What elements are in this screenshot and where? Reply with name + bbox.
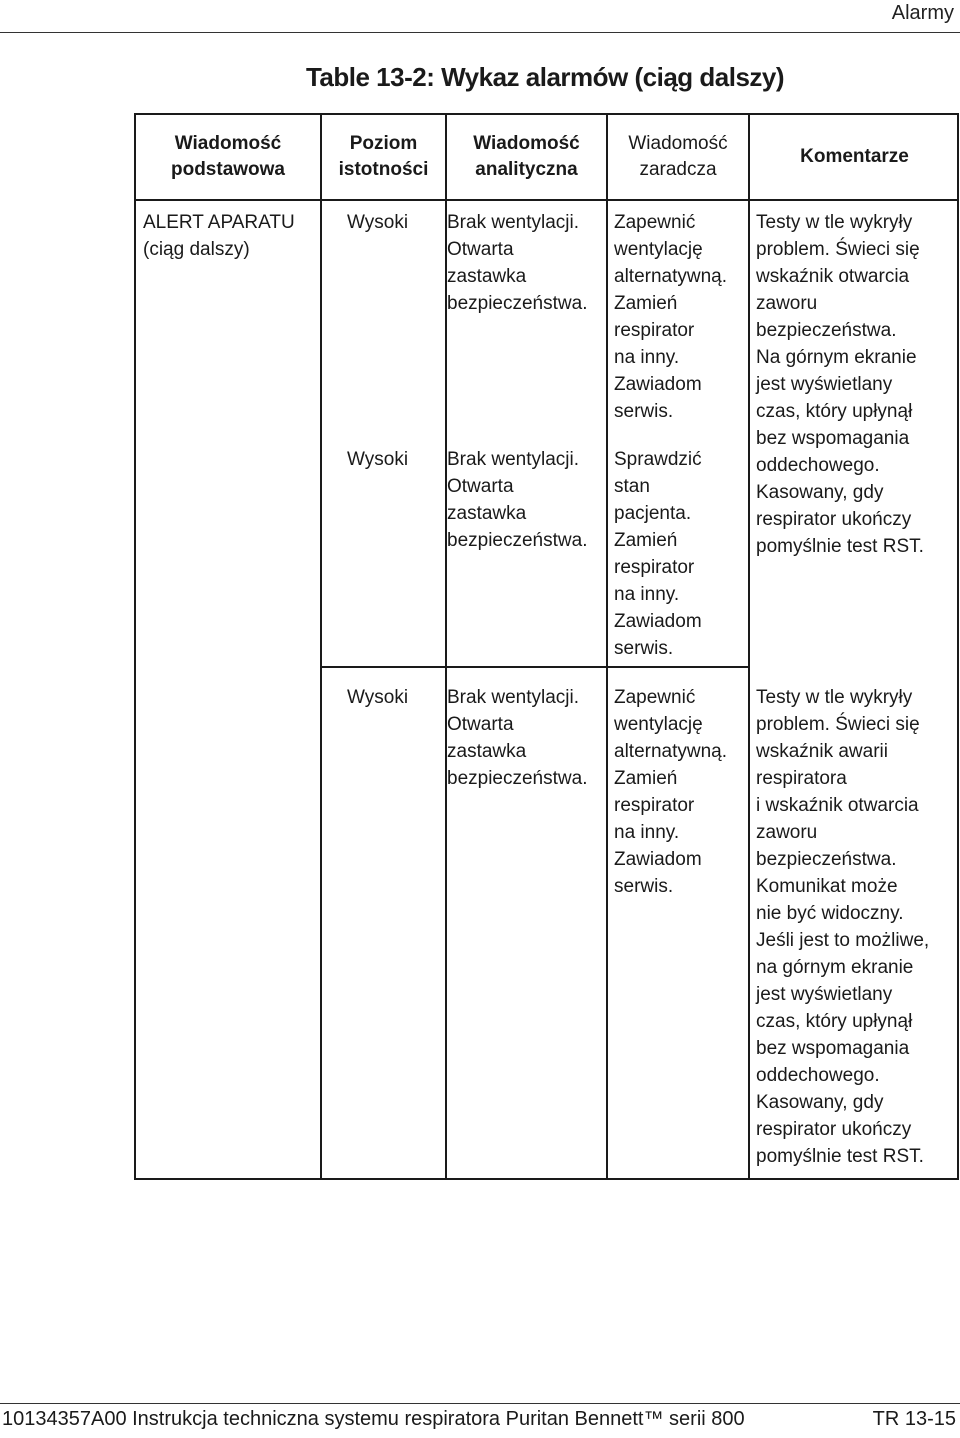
comment-line: na górnym ekranie xyxy=(756,957,914,978)
comment-line: Testy w tle wykryły xyxy=(756,212,913,233)
header-divider xyxy=(136,199,957,201)
comment-line: Komunikat może xyxy=(756,876,898,897)
remedy-cell xyxy=(614,209,727,425)
header-analysis-message xyxy=(447,115,606,199)
column-divider xyxy=(748,115,750,1178)
header-label-line: Komentarze xyxy=(800,146,909,167)
header-label-line: Wiadomość xyxy=(174,133,282,154)
row-divider xyxy=(322,666,750,668)
analysis-cell xyxy=(447,446,587,554)
comment-line: Kasowany, gdy xyxy=(756,482,884,503)
remedy-line: serwis. xyxy=(614,876,674,897)
table-title: Table 13-2: Wykaz alarmów (ciąg dalszy) xyxy=(305,62,785,92)
comment-line: Testy w tle wykryły xyxy=(756,687,913,708)
remedy-line: Zawiadom xyxy=(614,374,702,395)
comment-line: bezpieczeństwa. xyxy=(756,849,897,870)
comment-line: respirator ukończy xyxy=(756,509,912,530)
footer-rule xyxy=(0,1403,960,1404)
comment-line: Na górnym ekranie xyxy=(756,347,917,368)
comment-line: pomyślnie test RST. xyxy=(756,536,924,557)
remedy-line: Zamień xyxy=(614,530,678,551)
header-label-line: Wiadomość xyxy=(473,133,580,154)
analysis-line: Otwarta xyxy=(447,476,514,497)
comment-line: bez wspomagania xyxy=(756,428,910,449)
remedy-cell xyxy=(614,446,702,662)
comment-line: jest wyświetlany xyxy=(756,374,893,395)
analysis-line: bezpieczeństwa. xyxy=(447,293,588,314)
header-label-line: istotności xyxy=(338,159,429,180)
comment-cell xyxy=(756,684,929,1170)
base-message-cell xyxy=(143,209,295,263)
remedy-line: serwis. xyxy=(614,401,674,422)
comment-line: respiratora xyxy=(756,768,847,789)
analysis-line: zastawka xyxy=(447,266,527,287)
remedy-line: Sprawdzić xyxy=(614,449,702,470)
remedy-line: Zamień xyxy=(614,293,678,314)
analysis-line: zastawka xyxy=(447,503,527,524)
comment-cell xyxy=(756,209,924,560)
comment-line: czas, który upłynął xyxy=(756,401,913,422)
comment-line: oddechowego. xyxy=(756,455,880,476)
header-label-line: analityczna xyxy=(475,159,578,180)
footer-page-number: TR 13-15 xyxy=(872,1408,956,1430)
comment-line: jest wyświetlany xyxy=(756,984,893,1005)
header-label-line: zaradcza xyxy=(639,159,717,180)
remedy-line: Zapewnić xyxy=(614,212,696,233)
remedy-line: serwis. xyxy=(614,638,674,659)
comment-line: problem. Świeci się xyxy=(756,714,920,735)
remedy-line: na inny. xyxy=(614,584,680,605)
comment-line: wskaźnik otwarcia xyxy=(756,266,910,287)
priority-cell: Wysoki xyxy=(347,687,409,708)
comment-line: nie być widoczny. xyxy=(756,903,904,924)
analysis-cell xyxy=(447,209,587,317)
remedy-line: Zawiadom xyxy=(614,849,702,870)
comment-line: zaworu xyxy=(756,822,818,843)
comment-line: respirator ukończy xyxy=(756,1119,912,1140)
analysis-cell xyxy=(447,684,587,792)
comment-line: bez wspomagania xyxy=(756,1038,910,1059)
comment-line: oddechowego. xyxy=(756,1065,880,1086)
remedy-line: alternatywną. xyxy=(614,741,728,762)
remedy-line: wentylację xyxy=(614,714,703,735)
comment-line: wskaźnik awarii xyxy=(756,741,888,762)
remedy-line: respirator xyxy=(614,795,695,816)
header-priority xyxy=(322,115,445,199)
remedy-line: Zamień xyxy=(614,768,678,789)
header-base-message xyxy=(136,115,320,199)
analysis-line: zastawka xyxy=(447,741,527,762)
remedy-line: Zawiadom xyxy=(614,611,702,632)
remedy-line: na inny. xyxy=(614,347,680,368)
priority-cell: Wysoki xyxy=(347,449,409,470)
section-header: Alarmy xyxy=(891,2,954,24)
remedy-line: Zapewnić xyxy=(614,687,696,708)
alarm-table xyxy=(134,113,959,1180)
analysis-line: bezpieczeństwa. xyxy=(447,768,588,789)
comment-line: Kasowany, gdy xyxy=(756,1092,884,1113)
column-divider xyxy=(606,115,608,1178)
footer-document-id: 10134357A00 Instrukcja techniczna systemu respiratora Puritan Bennett™ serii 800 xyxy=(2,1408,745,1430)
comment-line: Jeśli jest to możliwe, xyxy=(756,930,930,951)
header-rule xyxy=(0,32,960,33)
analysis-line: Otwarta xyxy=(447,239,514,260)
remedy-line: respirator xyxy=(614,557,695,578)
comment-line: pomyślnie test RST. xyxy=(756,1146,924,1167)
remedy-line: alternatywną. xyxy=(614,266,728,287)
comment-line: zaworu xyxy=(756,293,818,314)
remedy-line: respirator xyxy=(614,320,695,341)
comment-line: bezpieczeństwa. xyxy=(756,320,897,341)
header-label-line: Poziom xyxy=(349,133,418,154)
base-message-line: (ciąg dalszy) xyxy=(143,239,250,260)
remedy-cell xyxy=(614,684,727,900)
analysis-line: Otwarta xyxy=(447,714,514,735)
remedy-line: wentylację xyxy=(614,239,703,260)
remedy-line: na inny. xyxy=(614,822,680,843)
remedy-line: stan xyxy=(614,476,650,497)
comment-line: i wskaźnik otwarcia xyxy=(756,795,919,816)
header-label-line: podstawowa xyxy=(170,159,285,180)
remedy-line: pacjenta. xyxy=(614,503,692,524)
analysis-line: Brak wentylacji. xyxy=(447,212,579,233)
header-remedy-message xyxy=(608,115,748,199)
column-divider xyxy=(320,115,322,1178)
priority-cell: Wysoki xyxy=(347,212,409,233)
analysis-line: bezpieczeństwa. xyxy=(447,530,588,551)
comment-line: czas, który upłynął xyxy=(756,1011,913,1032)
analysis-line: Brak wentylacji. xyxy=(447,687,579,708)
header-label-line: Wiadomość xyxy=(628,133,728,154)
comment-line: problem. Świeci się xyxy=(756,239,920,260)
analysis-line: Brak wentylacji. xyxy=(447,449,579,470)
base-message-line: ALERT APARATU xyxy=(143,212,295,233)
header-comments xyxy=(750,115,959,199)
